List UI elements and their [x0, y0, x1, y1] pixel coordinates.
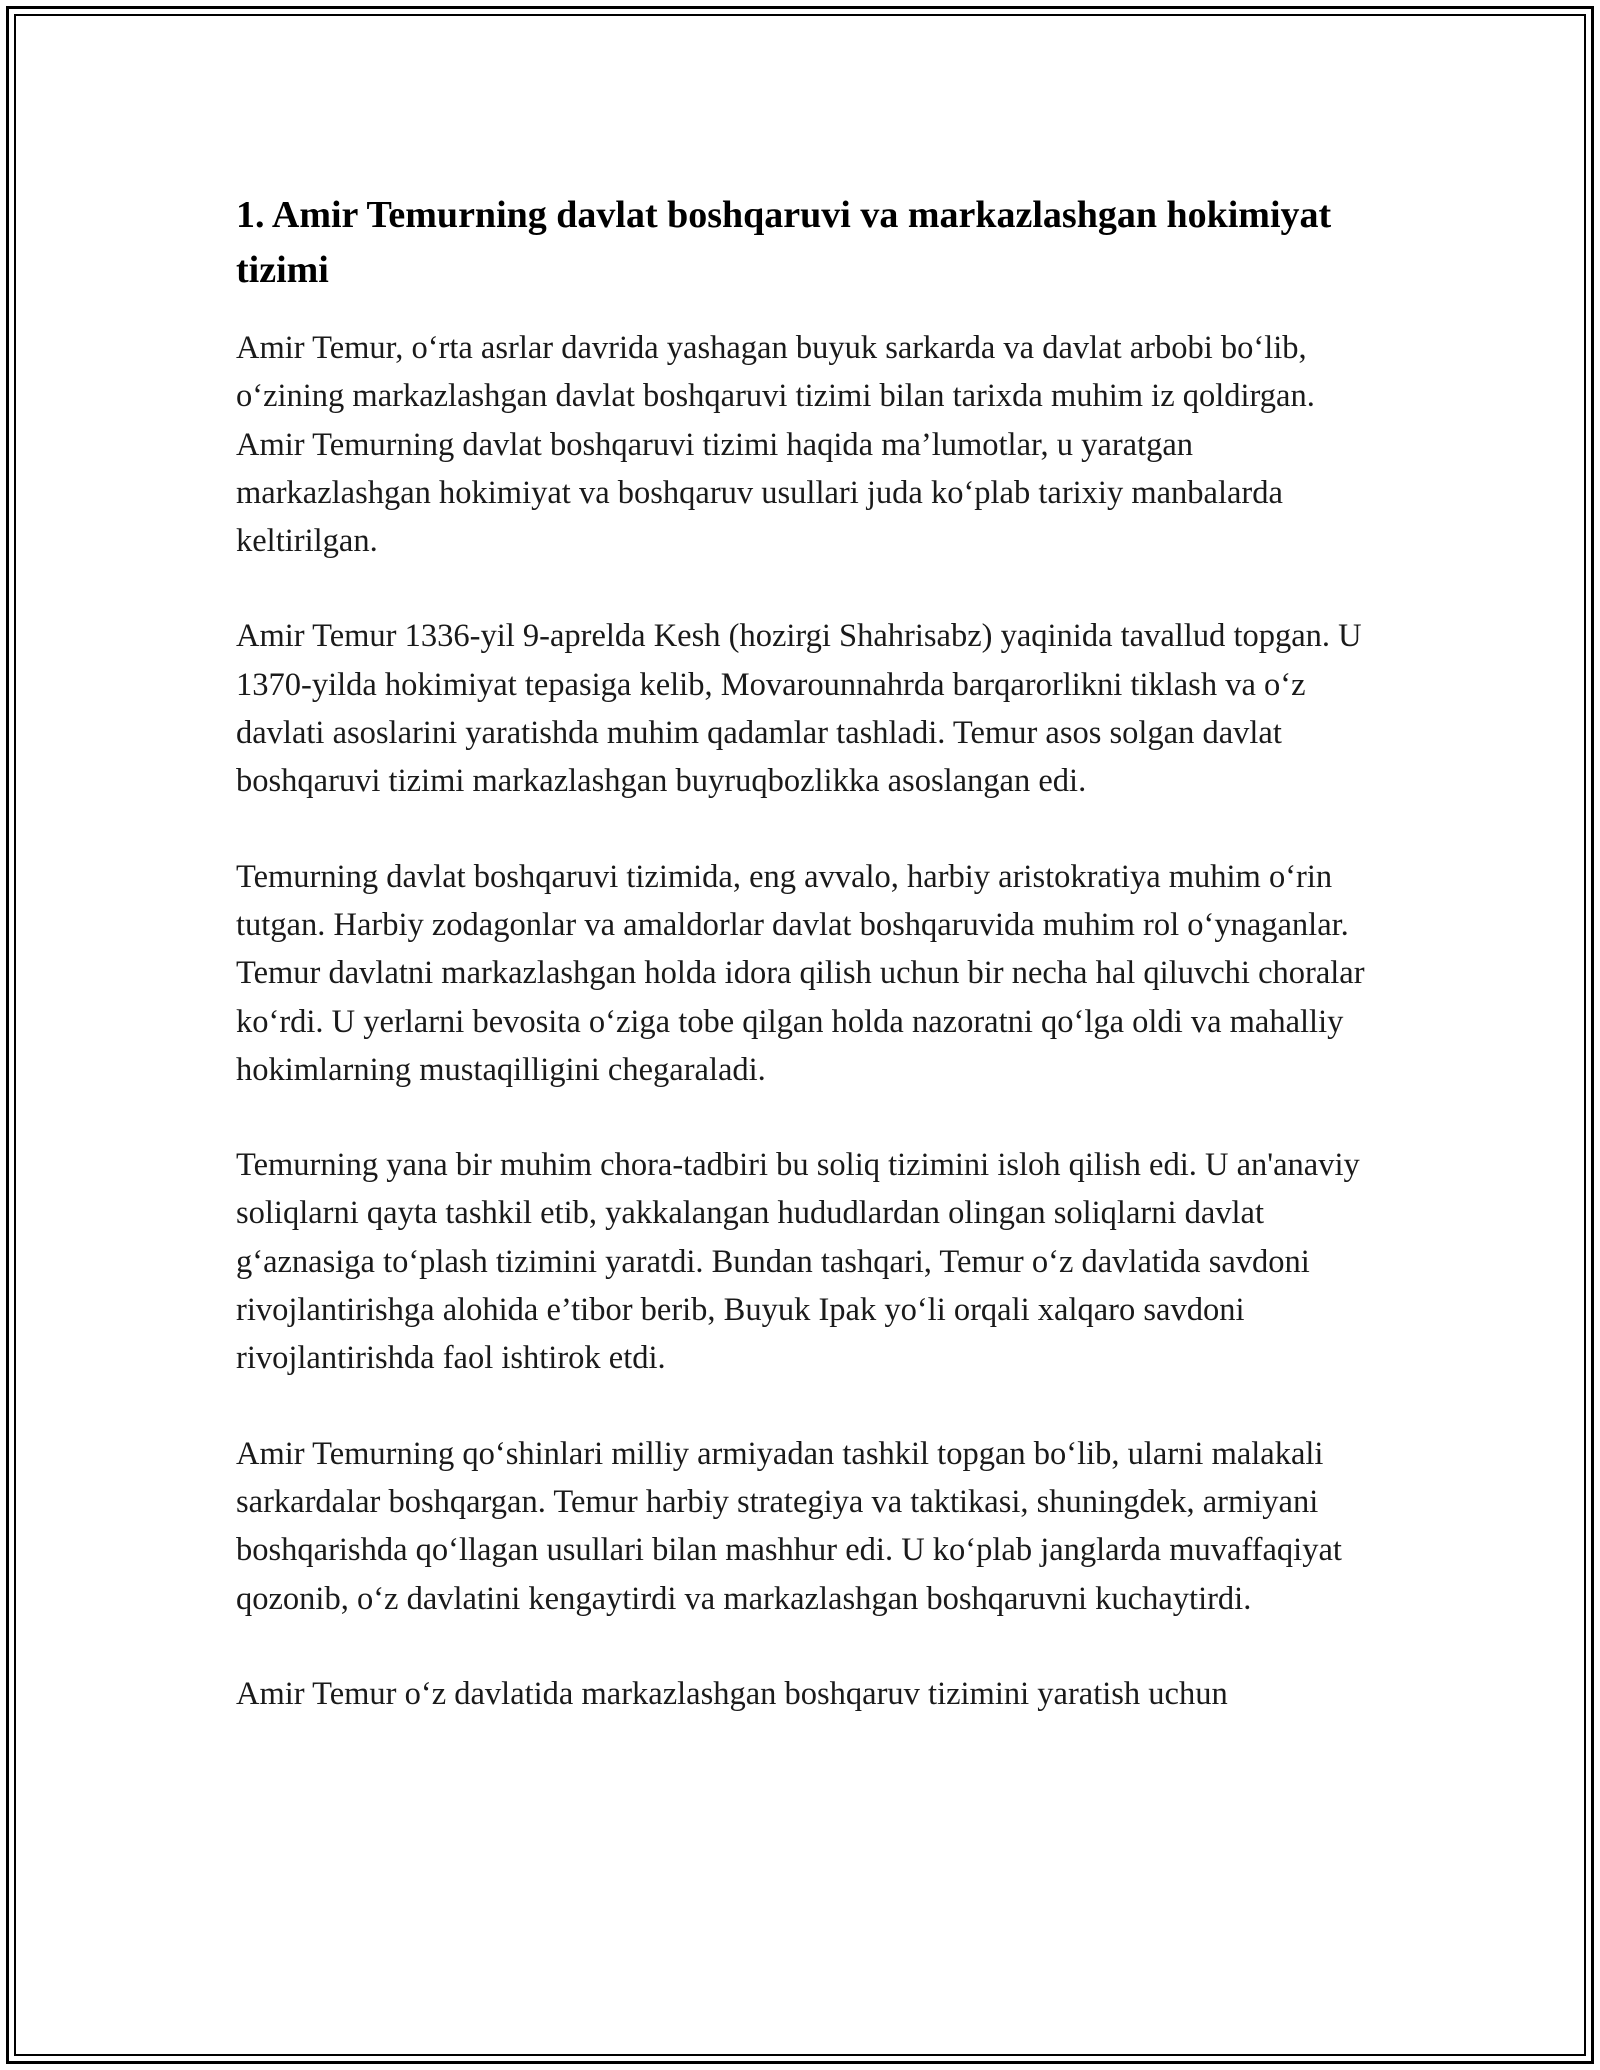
paragraph-2: Amir Temur 1336-yil 9-aprelda Kesh (hozirgi Shahrisabz) yaqinida tavallud topgan. U 1370-yilda hokimiyat tepasiga kelib, Movarounnahrda barqarorlikni tiklash va o‘z davlati asoslarini yaratishda muhim qadamlar tashladi. Temur asos solgan davlat boshqaruvi tizimi markazlashgan buyruqbozlikka asoslangan edi. [236, 618, 1362, 800]
document-body [236, 188, 1372, 1718]
page-title: 1. Amir Temurning davlat boshqaruvi va markazlashgan hokimiyat tizimi [236, 194, 1332, 291]
paragraph-6: Amir Temur o‘z davlatida markazlashgan boshqaruv tizimini yaratish uchun [236, 1675, 1228, 1712]
paragraph-5: Amir Temurning qo‘shinlari milliy armiyadan tashkil topgan bo‘lib, ularni malakali sarkardalar boshqargan. Temur harbiy strategiya va taktikasi, shuningdek, armiyani boshqarishda qo‘llagan usullari bilan mashhur edi. U ko‘plab janglarda muvaffaqiyat qozonib, o‘z davlatini kengaytirdi va markazlashgan boshqaruvni kuchaytirdi. [236, 1435, 1342, 1617]
paragraph-1: Amir Temur, o‘rta asrlar davrida yashagan buyuk sarkarda va davlat arbobi bo‘lib, o‘zining markazlashgan davlat boshqaruvi tizimi bilan tarixda muhim iz qoldirgan. Amir Temurning davlat boshqaruvi tizimi haqida ma’lumotlar, u yaratgan markazlashgan hokimiyat va boshqaruv usullari juda ko‘plab tarixiy manbalarda keltirilgan. [236, 330, 1315, 560]
paragraph-3: Temurning davlat boshqaruvi tizimida, eng avvalo, harbiy aristokratiya muhim o‘rin tutgan. Harbiy zodagonlar va amaldorlar davlat boshqaruvida muhim rol o‘ynaganlar. Temur davlatni markazlashgan holda idora qilish uchun bir necha hal qiluvchi choralar ko‘rdi. U yerlarni bevosita o‘ziga tobe qilgan holda nazoratni qo‘lga oldi va mahalliy hokimlarning mustaqilligini chegaraladi. [236, 858, 1365, 1088]
paragraph-4: Temurning yana bir muhim chora-tadbiri bu soliq tizimini isloh qilish edi. U an'anaviy soliqlarni qayta tashkil etib, yakkalangan hududlardan olingan soliqlarni davlat g‘aznasiga to‘plash tizimini yaratdi. Bundan tashqari, Temur o‘z davlatida savdoni rivojlantirishga alohida e’tibor berib, Buyuk Ipak yo‘li orqali xalqaro savdoni rivojlantirishda faol ishtirok etdi. [236, 1147, 1360, 1377]
